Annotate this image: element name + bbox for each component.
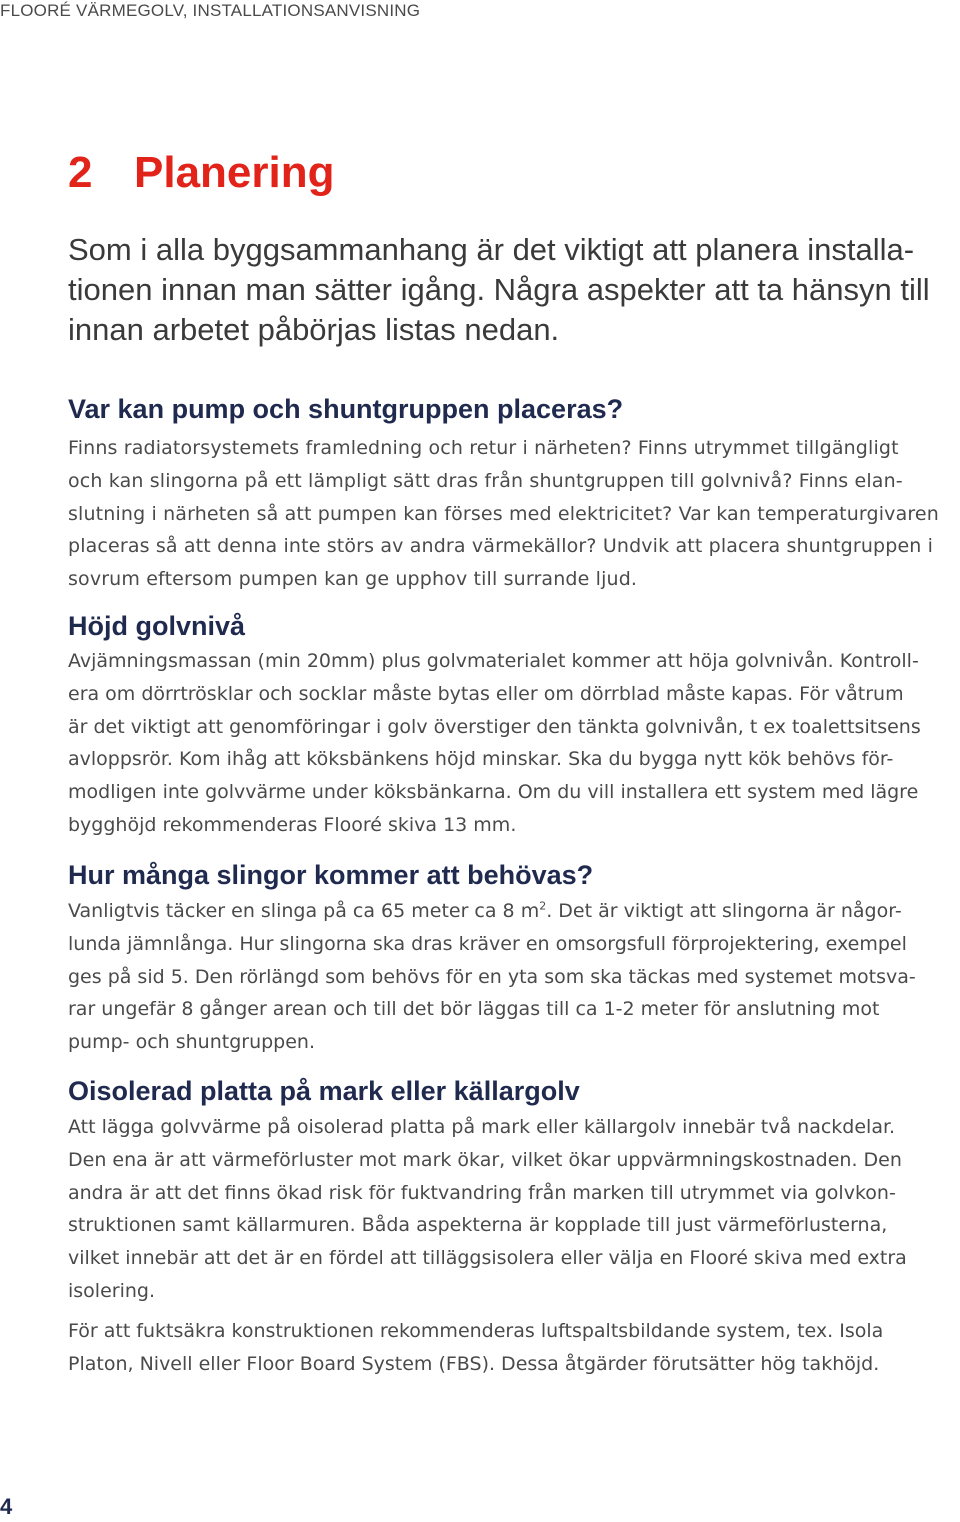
body-line: isolering. [68, 1279, 156, 1302]
page-number: 4 [0, 1494, 13, 1519]
body-line: pump- och shuntgruppen. [68, 1031, 315, 1054]
body-line: För att fuktsäkra konstruktionen rekommenderas luftspaltsbildande system, tex. Isola [68, 1320, 884, 1342]
superscript: 2 [539, 899, 547, 913]
body-line: ges på sid 5. Den rörlängd som behövs för en yta som ska täckas med systemet motsva- [68, 965, 916, 988]
body-line: slutning i närheten så att pumpen kan förses med elektricitet? Var kan temperaturgivaren [68, 502, 939, 525]
section-heading-oisolerad: Oisolerad platta på mark eller källargolv [68, 1076, 580, 1106]
body-line: vilket innebär att det är en fördel att tilläggsisolera eller välja en Flooré skiva med extra [68, 1247, 907, 1270]
body-line: placeras så att denna inte störs av andra värmekällor? Undvik att placera shuntgruppen i [68, 535, 934, 558]
section-body-pump [68, 432, 939, 596]
running-header: FLOORÉ VÄRMEGOLV, INSTALLATIONSANVISNING [0, 1, 421, 20]
chapter-number: 2 [68, 148, 93, 197]
body-line: avloppsrör. Kom ihåg att köksbänkens höjd minskar. Ska du bygga nytt kök behövs för- [68, 748, 894, 771]
body-line: era om dörrtrösklar och socklar måste bytas eller om dörrblad måste kapas. För våtrum [68, 682, 904, 705]
section-heading-golvniva: Höjd golvnivå [68, 611, 246, 641]
body-line: bygghöjd rekommenderas Flooré skiva 13 mm. [68, 813, 517, 836]
intro-paragraph [68, 230, 930, 350]
body-text: Vanligtvis täcker en slinga på ca 65 meter ca 8 m [68, 900, 540, 922]
body-line: andra är att det finns ökad risk för fuktvandring från marken till utrymmet via golvkon- [68, 1181, 896, 1204]
section-body-oisolerad [68, 1111, 907, 1308]
body-line: Finns radiatorsystemets framledning och retur i närheten? Finns utrymmet tillgängligt [68, 437, 899, 459]
body-line: struktionen samt källarmuren. Båda aspekterna är kopplade till just värmeförlusterna, [68, 1214, 888, 1237]
body-line: sovrum eftersom pumpen kan ge upphov till surrande ljud. [68, 568, 638, 591]
body-line: och kan slingorna på ett lämpligt sätt dras från shuntgruppen till golvnivå? Finns elan- [68, 469, 903, 492]
body-line: Platon, Nivell eller Floor Board System (FBS). Dessa åtgärder förutsätter hög takhöjd. [68, 1352, 880, 1375]
body-line: Att lägga golvvärme på oisolerad platta på mark eller källargolv innebär två nackdelar. [68, 1116, 896, 1138]
body-line [68, 895, 916, 928]
body-line: Den ena är att värmeförluster mot mark ökar, vilket ökar uppvärmningskostnaden. Den [68, 1148, 902, 1171]
body-line: rar ungefär 8 gånger arean och till det bör läggas till ca 1-2 meter för anslutning mot [68, 998, 880, 1021]
body-text: . Det är viktigt att slingorna är någor- [546, 900, 902, 922]
section-body-golvniva [68, 645, 921, 842]
body-line: modligen inte golvvärme under köksbänkarna. Om du vill installera ett system med lägre [68, 781, 919, 804]
section-heading-slingor: Hur många slingor kommer att behövas? [68, 860, 594, 890]
body-line: Avjämningsmassan (min 20mm) plus golvmaterialet kommer att höja golvnivån. Kontroll- [68, 650, 919, 672]
body-line: är det viktigt att genomföringar i golv överstiger den tänkta golvnivån, t ex toalettsitsens [68, 715, 921, 738]
section-body-oisolerad-2 [68, 1315, 883, 1381]
section-body-slingor [68, 895, 916, 1059]
intro-line: Som i alla byggsammanhang är det viktigt att planera installa- [68, 232, 915, 267]
body-line: lunda jämnlånga. Hur slingorna ska dras kräver en omsorgsfull förprojektering, exempel [68, 932, 907, 955]
intro-line: innan arbetet påbörjas listas nedan. [68, 312, 560, 347]
section-heading-pump: Var kan pump och shuntgruppen placeras? [68, 394, 624, 424]
chapter-heading [68, 148, 335, 198]
intro-line: tionen innan man sätter igång. Några aspekter att ta hänsyn till [68, 272, 930, 307]
chapter-title: Planering [134, 148, 335, 197]
